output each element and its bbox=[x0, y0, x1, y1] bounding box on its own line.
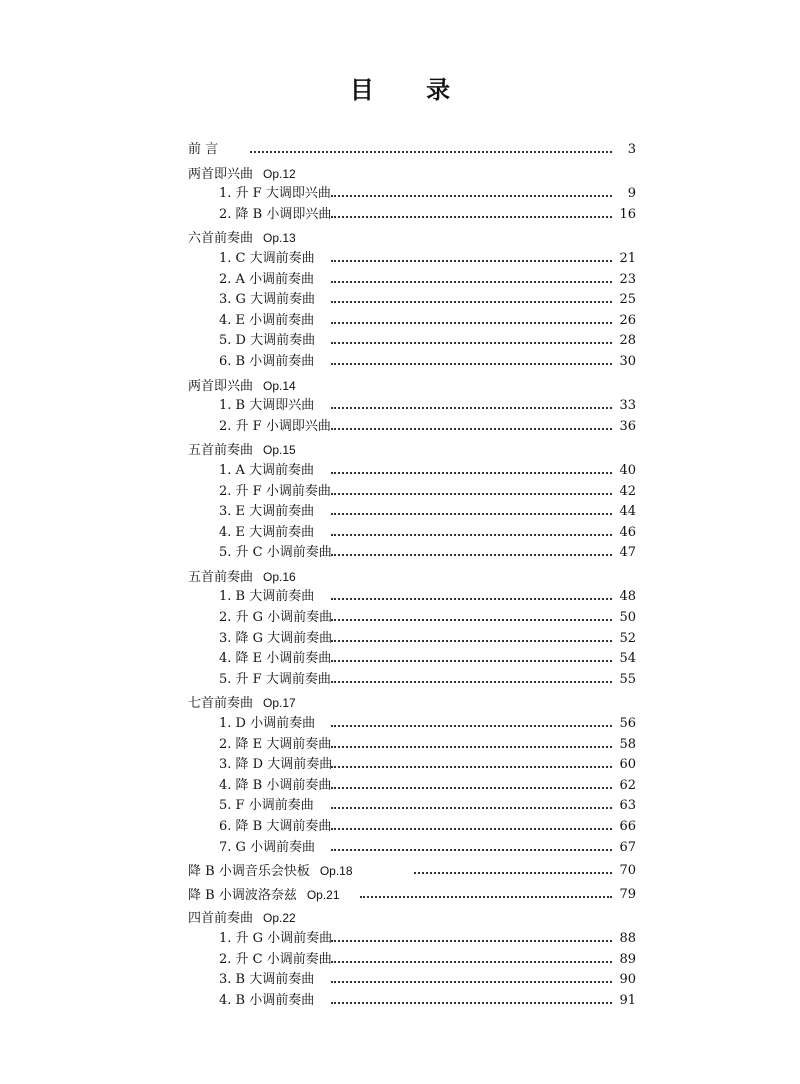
toc-section-heading bbox=[188, 164, 636, 185]
toc-entry-label: 7. G 小调前奏曲 bbox=[219, 839, 316, 855]
toc-entry bbox=[188, 838, 636, 859]
dot-leader bbox=[331, 766, 612, 768]
toc-entry bbox=[188, 649, 636, 670]
toc-entry-label: 4. B 小调前奏曲 bbox=[219, 992, 315, 1008]
opus-number: Op.13 bbox=[263, 231, 296, 246]
toc-entry bbox=[188, 670, 636, 691]
toc-entry bbox=[188, 482, 636, 503]
page-number: 62 bbox=[619, 777, 636, 793]
toc-entry bbox=[188, 461, 636, 482]
toc-entry-title bbox=[219, 482, 331, 503]
toc-entry bbox=[188, 543, 636, 564]
toc-entry-title bbox=[219, 417, 331, 438]
toc-entry-label: 3. E 大调前奏曲 bbox=[219, 504, 315, 520]
toc-entry-title bbox=[188, 376, 296, 398]
toc-section-heading bbox=[188, 567, 636, 588]
toc-entry bbox=[188, 817, 636, 838]
toc-entry bbox=[188, 417, 636, 438]
toc-entry bbox=[188, 523, 636, 544]
toc-entry-label: 5. F 小调前奏曲 bbox=[219, 798, 314, 814]
page-number: 55 bbox=[619, 671, 636, 687]
toc-entry-title bbox=[188, 228, 296, 250]
dot-leader bbox=[331, 260, 612, 262]
page-number: 91 bbox=[619, 992, 636, 1008]
dot-leader bbox=[331, 787, 612, 789]
toc-entry-label: 3. B 大调前奏曲 bbox=[219, 972, 315, 988]
dot-leader bbox=[331, 660, 612, 662]
toc-entry bbox=[188, 629, 636, 650]
dot-leader bbox=[331, 472, 612, 474]
toc-entry bbox=[188, 735, 636, 756]
toc-entry-title bbox=[219, 184, 331, 205]
toc-entry-label: 4. E 大调前奏曲 bbox=[219, 524, 315, 540]
dot-leader bbox=[331, 513, 612, 515]
page-number: 3 bbox=[627, 142, 636, 157]
toc-entry bbox=[188, 587, 636, 608]
toc-entry-title bbox=[219, 796, 314, 817]
dot-leader bbox=[331, 493, 612, 495]
toc-entry-title bbox=[188, 440, 296, 462]
toc-entry-label: 两首即兴曲 bbox=[188, 378, 254, 394]
toc-entry-label: 5. 升 C 小调前奏曲 bbox=[219, 545, 332, 561]
dot-leader bbox=[331, 301, 612, 303]
dot-leader bbox=[331, 681, 612, 683]
opus-number: Op.12 bbox=[263, 166, 296, 181]
toc-entry-title bbox=[188, 908, 296, 930]
dot-leader bbox=[331, 216, 612, 218]
toc-entry bbox=[188, 205, 636, 226]
page-number: 56 bbox=[619, 716, 636, 732]
toc-entry-title bbox=[219, 991, 314, 1012]
toc-entry-label: 2. 升 G 小调前奏曲 bbox=[219, 610, 333, 626]
toc-entry-title bbox=[219, 249, 315, 270]
toc-entry-title bbox=[188, 885, 340, 907]
toc-entry-title bbox=[188, 140, 218, 161]
toc-entry bbox=[188, 991, 636, 1012]
dot-leader bbox=[331, 725, 612, 727]
page-number: 42 bbox=[619, 483, 636, 499]
toc-entry-label: 4. 降 E 小调前奏曲 bbox=[219, 651, 332, 667]
page-number: 28 bbox=[619, 333, 636, 349]
toc-entry-title bbox=[219, 502, 314, 523]
page-number: 26 bbox=[619, 312, 636, 328]
toc-entry bbox=[188, 950, 636, 971]
toc-entry bbox=[188, 608, 636, 629]
toc-entry-title bbox=[219, 523, 314, 544]
toc-entry-title bbox=[219, 735, 331, 756]
toc-entry-label: 降 B 小调波洛奈兹 bbox=[188, 887, 297, 903]
dot-leader bbox=[414, 872, 612, 874]
toc-section-heading bbox=[188, 376, 636, 397]
toc-entry-label: 七首前奏曲 bbox=[188, 696, 254, 712]
page-number: 88 bbox=[619, 930, 636, 946]
toc-entry-label: 2. 升 C 小调前奏曲 bbox=[219, 951, 332, 967]
toc-entry-title bbox=[219, 290, 315, 311]
toc-entry-title bbox=[188, 164, 296, 186]
dot-leader bbox=[331, 1002, 612, 1004]
toc-entry-title bbox=[219, 970, 314, 991]
page-number: 47 bbox=[619, 545, 636, 561]
page-title: 目 录 bbox=[349, 75, 473, 104]
toc-section-heading bbox=[188, 440, 636, 461]
toc-entry-label: 降 B 小调音乐会快板 bbox=[188, 864, 310, 880]
page-number: 16 bbox=[619, 206, 636, 222]
page-number: 23 bbox=[619, 271, 636, 287]
dot-leader bbox=[331, 363, 612, 365]
toc-entry-label: 1. D 小调前奏曲 bbox=[219, 716, 316, 732]
toc-entry-title bbox=[219, 543, 332, 564]
dot-leader bbox=[331, 195, 612, 197]
opus-number: Op.21 bbox=[306, 887, 340, 902]
page-number: 54 bbox=[619, 651, 636, 667]
dot-leader bbox=[360, 896, 612, 898]
toc-entry-label: 5. D 大调前奏曲 bbox=[219, 333, 316, 349]
toc-entry bbox=[188, 290, 636, 311]
dot-leader bbox=[331, 598, 612, 600]
toc-entry-title bbox=[219, 587, 314, 608]
table-of-contents bbox=[188, 140, 636, 1011]
toc-entry bbox=[188, 352, 636, 373]
page-number: 66 bbox=[619, 819, 636, 834]
opus-number: Op.14 bbox=[263, 378, 296, 393]
page-number: 52 bbox=[619, 630, 636, 646]
page-number: 40 bbox=[619, 462, 636, 478]
page-number: 30 bbox=[619, 353, 636, 369]
toc-entry-title bbox=[188, 861, 353, 883]
toc-entry-label: 1. B 大调前奏曲 bbox=[219, 589, 315, 605]
dot-leader bbox=[331, 534, 612, 536]
toc-entry-label: 3. G 大调前奏曲 bbox=[219, 292, 316, 308]
dot-leader bbox=[331, 849, 612, 851]
toc-entry-title bbox=[219, 270, 314, 291]
toc-entry-label: 五首前奏曲 bbox=[188, 443, 254, 459]
toc-entry bbox=[188, 776, 636, 797]
toc-entry-label: 4. E 小调前奏曲 bbox=[219, 312, 315, 328]
page-number: 48 bbox=[619, 589, 636, 605]
toc-entry bbox=[188, 184, 636, 205]
toc-section-heading bbox=[188, 693, 636, 714]
toc-entry-label: 2. 升 F 小调即兴曲 bbox=[219, 418, 331, 434]
dot-leader bbox=[331, 640, 612, 642]
toc-entry-title bbox=[219, 352, 314, 373]
toc-entry-label: 1. C 大调前奏曲 bbox=[219, 250, 315, 266]
dot-leader bbox=[250, 151, 612, 153]
toc-entry bbox=[188, 331, 636, 352]
toc-entry-title bbox=[219, 608, 332, 629]
toc-entry-title bbox=[219, 396, 314, 417]
dot-leader bbox=[331, 281, 612, 283]
dot-leader bbox=[331, 554, 612, 556]
dot-leader bbox=[331, 746, 612, 748]
toc-entry bbox=[188, 714, 636, 735]
toc-entry-title bbox=[219, 755, 332, 776]
page-number: 63 bbox=[619, 798, 636, 814]
page-number: 25 bbox=[619, 292, 636, 308]
toc-entry-label: 前 言 bbox=[188, 142, 219, 157]
page-number: 36 bbox=[619, 418, 636, 434]
toc-entry-label: 6. 降 B 大调前奏曲 bbox=[219, 819, 332, 834]
toc-entry-title bbox=[188, 693, 296, 715]
page-number: 90 bbox=[619, 972, 636, 988]
page-number: 79 bbox=[619, 886, 636, 902]
opus-number: Op.17 bbox=[263, 696, 296, 711]
dot-leader bbox=[331, 940, 612, 942]
opus-number: Op.16 bbox=[263, 569, 296, 584]
toc-section-heading bbox=[188, 885, 636, 906]
toc-entry-label: 2. 降 B 小调即兴曲 bbox=[219, 206, 332, 222]
dot-leader bbox=[331, 407, 612, 409]
toc-section-heading bbox=[188, 861, 636, 882]
toc-entry bbox=[188, 970, 636, 991]
toc-entry-label: 两首即兴曲 bbox=[188, 166, 254, 182]
opus-number: Op.22 bbox=[263, 911, 296, 926]
toc-entry-title bbox=[219, 311, 314, 332]
toc-entry-title bbox=[219, 629, 332, 650]
toc-entry-title bbox=[219, 205, 331, 226]
page-number: 58 bbox=[619, 736, 636, 752]
toc-entry bbox=[188, 502, 636, 523]
page-number: 60 bbox=[619, 757, 636, 773]
opus-number: Op.18 bbox=[319, 864, 353, 879]
toc-entry-label: 六首前奏曲 bbox=[188, 231, 254, 247]
toc-entry-label: 1. B 大调即兴曲 bbox=[219, 398, 315, 414]
page-number: 50 bbox=[619, 610, 636, 626]
toc-entry-label: 2. 降 E 大调前奏曲 bbox=[219, 736, 332, 752]
toc-entry-label: 2. A 小调前奏曲 bbox=[219, 271, 315, 287]
toc-entry bbox=[188, 249, 636, 270]
dot-leader bbox=[331, 807, 612, 809]
page-number: 9 bbox=[627, 186, 636, 202]
toc-entry-title bbox=[188, 567, 296, 589]
opus-number: Op.15 bbox=[263, 443, 296, 458]
page-number: 70 bbox=[619, 863, 636, 879]
page-number: 44 bbox=[619, 504, 636, 520]
page-number: 33 bbox=[619, 398, 636, 414]
toc-entry bbox=[188, 270, 636, 291]
toc-entry bbox=[188, 396, 636, 417]
toc-entry-label: 1. 升 G 小调前奏曲 bbox=[219, 930, 333, 946]
toc-entry-title bbox=[219, 714, 315, 735]
toc-entry-label: 3. 降 D 大调前奏曲 bbox=[219, 757, 333, 773]
dot-leader bbox=[331, 981, 612, 983]
toc-entry bbox=[188, 929, 636, 950]
toc-section-heading bbox=[188, 228, 636, 249]
toc-entry bbox=[188, 311, 636, 332]
page-number: 21 bbox=[619, 250, 636, 266]
toc-entry-label: 5. 升 F 大调前奏曲 bbox=[219, 671, 331, 687]
toc-entry bbox=[188, 140, 636, 161]
toc-section-heading bbox=[188, 908, 636, 929]
toc-entry-title bbox=[219, 649, 331, 670]
toc-entry-title bbox=[219, 838, 315, 859]
toc-entry-title bbox=[219, 776, 331, 797]
toc-entry-label: 1. 升 F 大调即兴曲 bbox=[219, 186, 331, 202]
page-number: 67 bbox=[619, 839, 636, 855]
toc-entry bbox=[188, 755, 636, 776]
toc-entry-title bbox=[219, 950, 332, 971]
toc-entry-title bbox=[219, 929, 332, 950]
dot-leader bbox=[331, 428, 612, 430]
toc-entry-title bbox=[219, 817, 331, 838]
dot-leader bbox=[331, 619, 612, 621]
toc-entry-title bbox=[219, 461, 314, 482]
page-number: 46 bbox=[619, 524, 636, 540]
toc-entry-label: 3. 降 G 大调前奏曲 bbox=[219, 630, 333, 646]
dot-leader bbox=[331, 828, 612, 830]
page-number: 89 bbox=[619, 951, 636, 967]
toc-entry-label: 四首前奏曲 bbox=[188, 911, 254, 927]
toc-entry-label: 五首前奏曲 bbox=[188, 569, 254, 585]
dot-leader bbox=[331, 961, 612, 963]
toc-entry-label: 4. 降 B 小调前奏曲 bbox=[219, 777, 332, 793]
toc-entry-title bbox=[219, 331, 315, 352]
toc-entry-label: 2. 升 F 小调前奏曲 bbox=[219, 483, 331, 499]
toc-entry-label: 6. B 小调前奏曲 bbox=[219, 353, 315, 369]
toc-entry-title bbox=[219, 670, 331, 691]
dot-leader bbox=[331, 322, 612, 324]
dot-leader bbox=[331, 342, 612, 344]
toc-entry-label: 1. A 大调前奏曲 bbox=[219, 462, 315, 478]
toc-entry bbox=[188, 796, 636, 817]
